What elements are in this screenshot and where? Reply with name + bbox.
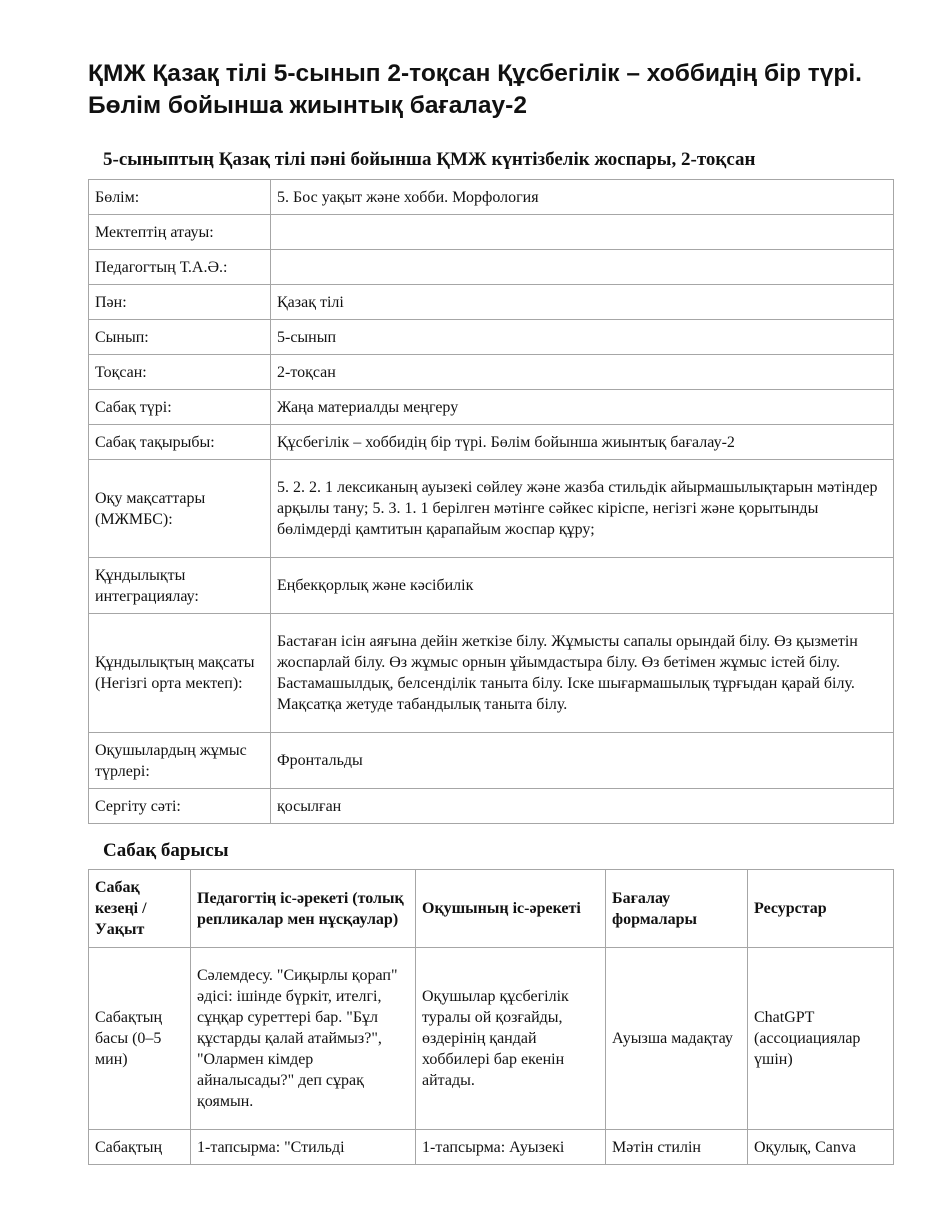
plan-heading: 5-сыныптың Қазақ тілі пәні бойынша ҚМЖ күнтізбелік жоспары, 2-тоқсан <box>103 149 756 170</box>
row-label: Мектептің атауы: <box>89 215 271 250</box>
row-label: Пән: <box>89 285 271 320</box>
teacher-activity-cell: Сәлемдесу. "Сиқырлы қорап" әдісі: ішінде бүркіт, ителгі, сұңқар суреттері бар. "Бұл құстарды қалай атаймыз?", "Олармен кімдер айналысады?" деп сұрақ қоямын. <box>191 948 416 1130</box>
table-row <box>89 390 894 425</box>
row-label: Құндылықты интеграциялау: <box>89 558 271 614</box>
table-row <box>89 215 894 250</box>
lesson-info-table <box>88 179 894 824</box>
table-row <box>89 558 894 614</box>
row-label: Құндылықтың мақсаты (Негізгі орта мектеп): <box>89 614 271 733</box>
row-label: Сабақ түрі: <box>89 390 271 425</box>
row-value <box>271 215 894 250</box>
column-header-stage: Сабақ кезеңі / Уақыт <box>89 870 191 948</box>
row-label: Сабақ тақырыбы: <box>89 425 271 460</box>
row-value: Фронтальды <box>271 733 894 789</box>
table-row <box>89 250 894 285</box>
column-header-student-activity: Оқушының іс-әрекеті <box>416 870 606 948</box>
row-label: Бөлім: <box>89 180 271 215</box>
row-value: 5. Бос уақыт және хобби. Морфология <box>271 180 894 215</box>
row-value: Құсбегілік – хоббидің бір түрі. Бөлім бойынша жиынтық бағалау-2 <box>271 425 894 460</box>
row-value: Еңбекқорлық және кәсібилік <box>271 558 894 614</box>
row-value: 2-тоқсан <box>271 355 894 390</box>
table-row <box>89 614 894 733</box>
row-value: Жаңа материалды меңгеру <box>271 390 894 425</box>
table-row <box>89 285 894 320</box>
table-row <box>89 320 894 355</box>
row-value <box>271 250 894 285</box>
table-row <box>89 733 894 789</box>
table-row <box>89 1130 894 1165</box>
row-value: Бастаған ісін аяғына дейін жеткізе білу. Жұмысты сапалы орындай білу. Өз қызметін жоспарлай білу. Өз жұмыс орнын ұйымдастыра білу. Өз бетімен жұмыс істей білу. Бастамашылдық, белсенділік таныта білу. Іске шығармашылық тұрғыдан қарай білу. Мақсатқа жетуде табандылық таныта білу. <box>271 614 894 733</box>
assessment-cell: Мәтін стилін <box>606 1130 748 1165</box>
student-activity-cell: 1-тапсырма: Ауызекі <box>416 1130 606 1165</box>
table-row <box>89 355 894 390</box>
stage-cell: Сабақтың <box>89 1130 191 1165</box>
row-value: 5-сынып <box>271 320 894 355</box>
table-row <box>89 180 894 215</box>
row-label: Оқушылардың жұмыс түрлері: <box>89 733 271 789</box>
table-row <box>89 460 894 558</box>
assessment-cell: Ауызша мадақтау <box>606 948 748 1130</box>
column-header-resources: Ресурстар <box>748 870 894 948</box>
stage-cell: Сабақтың басы (0–5 мин) <box>89 948 191 1130</box>
table-row <box>89 789 894 824</box>
row-value: Қазақ тілі <box>271 285 894 320</box>
table-row <box>89 425 894 460</box>
teacher-activity-cell: 1-тапсырма: "Стильді <box>191 1130 416 1165</box>
row-value: 5. 2. 2. 1 лексиканың ауызекі сөйлеу және жазба стильдік айырмашылықтарын мәтіндер арқылы тану; 5. 3. 1. 1 берілген мәтінге сәйкес кіріспе, негізгі және қорытынды бөлімдерді қамтитын қарапайым жоспар құру; <box>271 460 894 558</box>
row-label: Тоқсан: <box>89 355 271 390</box>
row-label: Оқу мақсаттары (МЖМБС): <box>89 460 271 558</box>
table-row <box>89 948 894 1130</box>
row-label: Педагогтың Т.А.Ә.: <box>89 250 271 285</box>
document-title: ҚМЖ Қазақ тілі 5-сынып 2-тоқсан Құсбегілік – хоббидің бір түрі. Бөлім бойынша жиынтық бағалау-2 <box>88 60 862 119</box>
row-label: Сынып: <box>89 320 271 355</box>
lesson-progress-heading: Сабақ барысы <box>103 840 229 861</box>
column-header-assessment: Бағалау формалары <box>606 870 748 948</box>
student-activity-cell: Оқушылар құсбегілік туралы ой қозғайды, өздерінің қандай хоббилері бар екенін айтады. <box>416 948 606 1130</box>
resources-cell: Оқулық, Canva <box>748 1130 894 1165</box>
row-value: қосылған <box>271 789 894 824</box>
lesson-progress-table <box>88 869 894 1165</box>
row-label: Сергіту сәті: <box>89 789 271 824</box>
table-header-row <box>89 870 894 948</box>
column-header-teacher-activity: Педагогтің іс-әрекеті (толық репликалар мен нұсқаулар) <box>191 870 416 948</box>
resources-cell: ChatGPT (ассоциациялар үшін) <box>748 948 894 1130</box>
